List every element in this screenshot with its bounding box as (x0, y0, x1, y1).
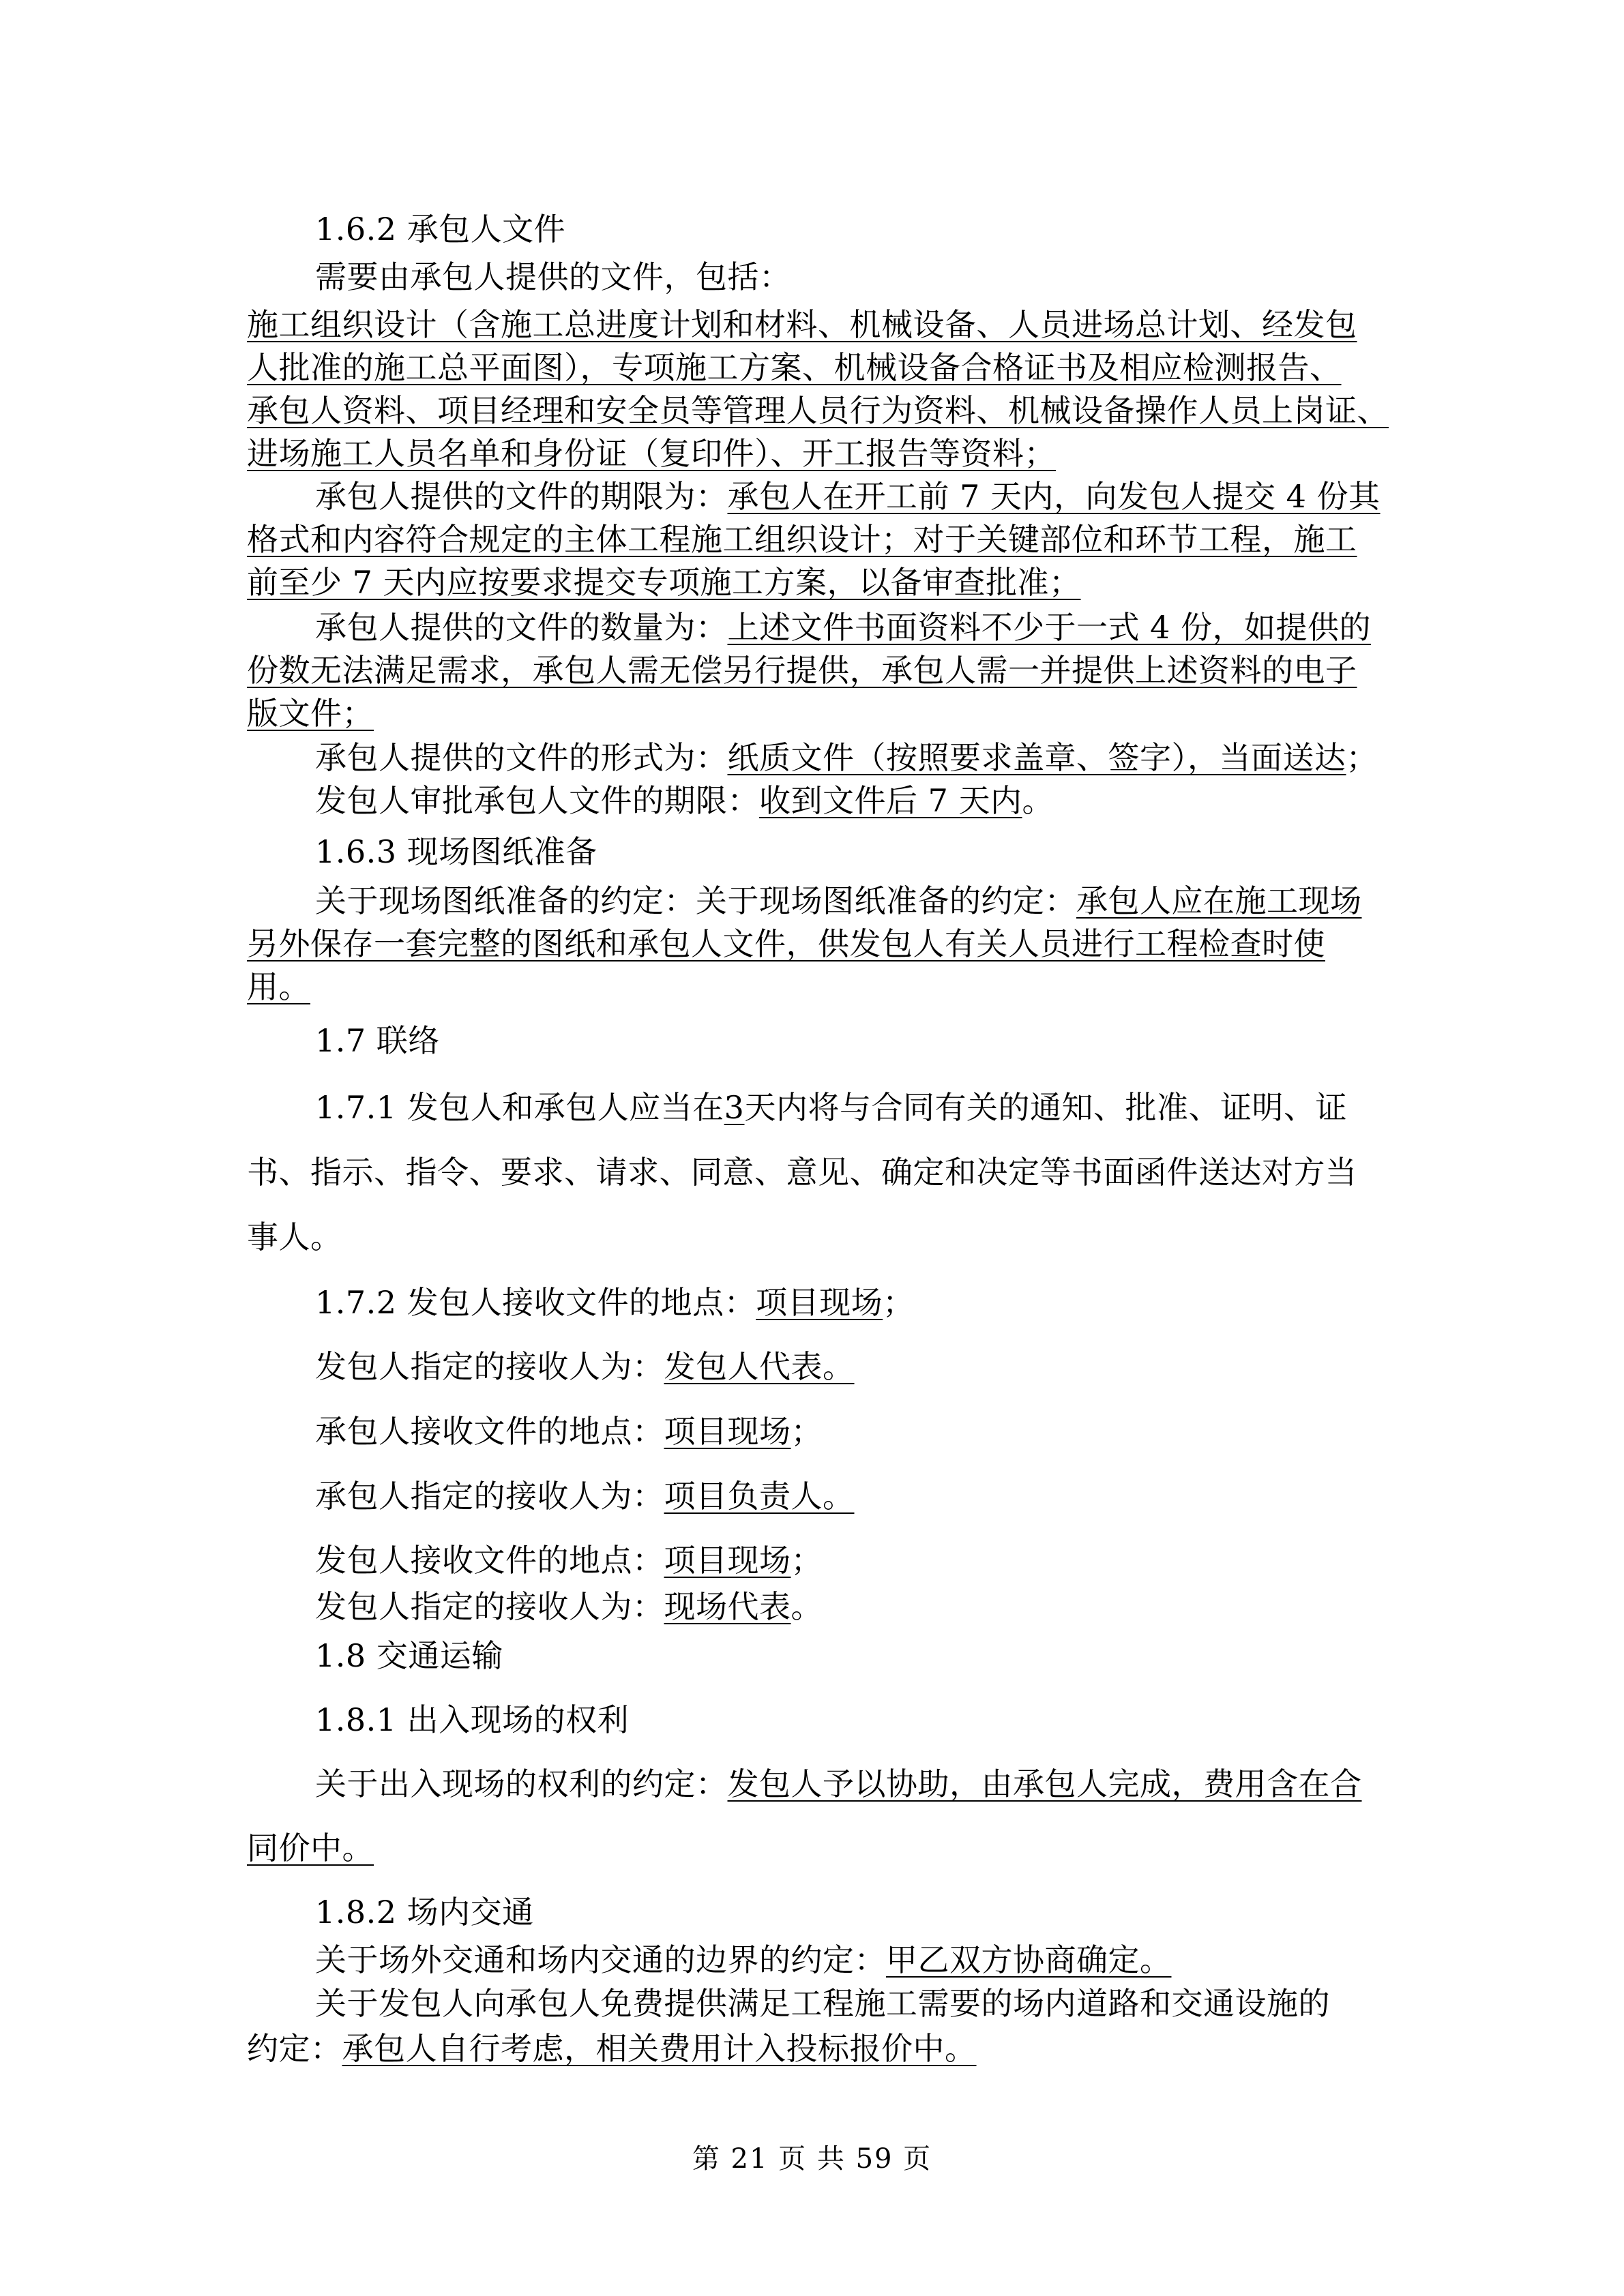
field-value: 发包人予以协助，由承包人完成，费用含在合 (727, 1765, 1362, 1802)
page-number-footer: 第 21 页 共 59 页 (692, 2143, 932, 2175)
paragraph (315, 1539, 823, 1581)
field-value: 承包人应在施工现场 (1076, 882, 1362, 919)
field-value: 3 (724, 1089, 745, 1126)
paragraph (315, 1475, 855, 1517)
field-label: 发包人指定的接收人为： (315, 1348, 664, 1385)
field-label: 关于出入现场的权利的约定： (315, 1765, 728, 1802)
section-heading-1-8-1: 1.8.1 出入现场的权利 (315, 1701, 630, 1738)
section-heading-1-7: 1.7 联络 (315, 1022, 440, 1059)
field-value: 纸质文件（按照要求盖章、签字），当面送达 (727, 739, 1346, 776)
field-label: 发包人接收文件的地点： (315, 1542, 664, 1579)
paragraph (315, 880, 1362, 922)
field-value: 发包人代表。 (664, 1348, 855, 1385)
paragraph (315, 736, 1378, 779)
paragraph-line: 书、指示、指令、要求、请求、同意、意见、确定和决定等书面函件送达对方当 (247, 1154, 1357, 1191)
field-value: 项目现场 (756, 1284, 883, 1321)
field-label: 发包人审批承包人文件的期限： (315, 782, 759, 819)
field-value: 甲乙双方协商确定。 (886, 1941, 1172, 1978)
punctuation: 。 (1022, 782, 1054, 819)
field-label: 关于现场图纸准备的约定：关于现场图纸准备的约定： (315, 882, 1076, 919)
field-value: 同价中。 (247, 1830, 374, 1866)
field-value: 收到文件后 7 天内 (759, 782, 1022, 819)
punctuation: ； (791, 1413, 823, 1450)
field-label: 承包人指定的接收人为： (315, 1478, 664, 1515)
paragraph (315, 606, 1371, 648)
field-value: 前至少 7 天内应按要求提交专项施工方案，以备审查批准； (247, 564, 1081, 601)
paragraph (315, 1086, 1347, 1129)
paragraph (315, 1281, 915, 1324)
paragraph (315, 475, 1381, 518)
field-label: 发包人指定的接收人为： (315, 1588, 664, 1625)
field-value: 承包人自行考虑，相关费用计入投标报价中。 (342, 2030, 977, 2067)
punctuation: ； (791, 1542, 823, 1579)
field-label: 承包人提供的文件的数量为： (315, 609, 728, 646)
field-value: 版文件； (247, 695, 374, 732)
field-value: 项目现场 (664, 1413, 791, 1450)
field-value: 用。 (247, 968, 310, 1005)
punctuation: 。 (791, 1588, 823, 1625)
list-line: 施工组织设计（含施工总进度计划和材料、机械设备、人员进场总计划、经发包 (247, 306, 1357, 343)
paragraph (315, 1345, 855, 1388)
field-label: 承包人接收文件的地点： (315, 1413, 664, 1450)
field-label: 约定： (247, 2030, 342, 2067)
paragraph (315, 1410, 823, 1452)
punctuation: ； (1346, 739, 1378, 776)
paragraph (315, 1585, 823, 1628)
paragraph-line: 关于发包人向承包人免费提供满足工程施工需要的场内道路和交通设施的 (315, 1985, 1330, 2022)
section-heading-1-8: 1.8 交通运输 (315, 1637, 503, 1674)
field-label: 承包人提供的文件的期限为： (315, 478, 728, 515)
text: 天内将与合同有关的通知、批准、证明、证 (744, 1089, 1347, 1126)
section-heading-1-8-2: 1.8.2 场内交通 (315, 1894, 534, 1930)
text: 1.7.1 发包人和承包人应当在 (315, 1089, 724, 1126)
field-value: 承包人在开工前 7 天内，向发包人提交 4 份其 (727, 478, 1381, 515)
paragraph: 需要由承包人提供的文件，包括： (315, 258, 791, 295)
field-value: 上述文件书面资料不少于一式 4 份，如提供的 (727, 609, 1372, 646)
list-line: 进场施工人员名单和身份证（复印件）、开工报告等资料； (247, 435, 1056, 472)
punctuation: ； (883, 1284, 915, 1321)
list-line: 承包人资料、项目经理和安全员等管理人员行为资料、机械设备操作人员上岗证、 (247, 392, 1389, 429)
section-heading-1-6-3: 1.6.3 现场图纸准备 (315, 833, 597, 870)
list-line: 人批准的施工总平面图），专项施工方案、机械设备合格证书及相应检测报告、 (247, 349, 1342, 386)
field-value: 项目负责人。 (664, 1478, 855, 1515)
field-label: 关于场外交通和场内交通的边界的约定： (315, 1941, 886, 1978)
field-value: 另外保存一套完整的图纸和承包人文件，供发包人有关人员进行工程检查时使 (247, 925, 1325, 962)
field-label: 承包人提供的文件的形式为： (315, 739, 728, 776)
paragraph (247, 2027, 977, 2070)
paragraph (315, 779, 1054, 822)
paragraph (315, 1939, 1172, 1981)
paragraph (315, 1763, 1362, 1805)
field-value: 项目现场 (664, 1542, 791, 1579)
field-value: 现场代表 (664, 1588, 791, 1625)
field-value: 格式和内容符合规定的主体工程施工组织设计；对于关键部位和环节工程，施工 (247, 521, 1357, 558)
section-heading-1-6-2: 1.6.2 承包人文件 (315, 211, 566, 248)
paragraph-line: 事人。 (247, 1219, 342, 1255)
field-label: 1.7.2 发包人接收文件的地点： (315, 1284, 756, 1321)
field-value: 份数无法满足需求，承包人需无偿另行提供，承包人需一并提供上述资料的电子 (247, 652, 1357, 689)
